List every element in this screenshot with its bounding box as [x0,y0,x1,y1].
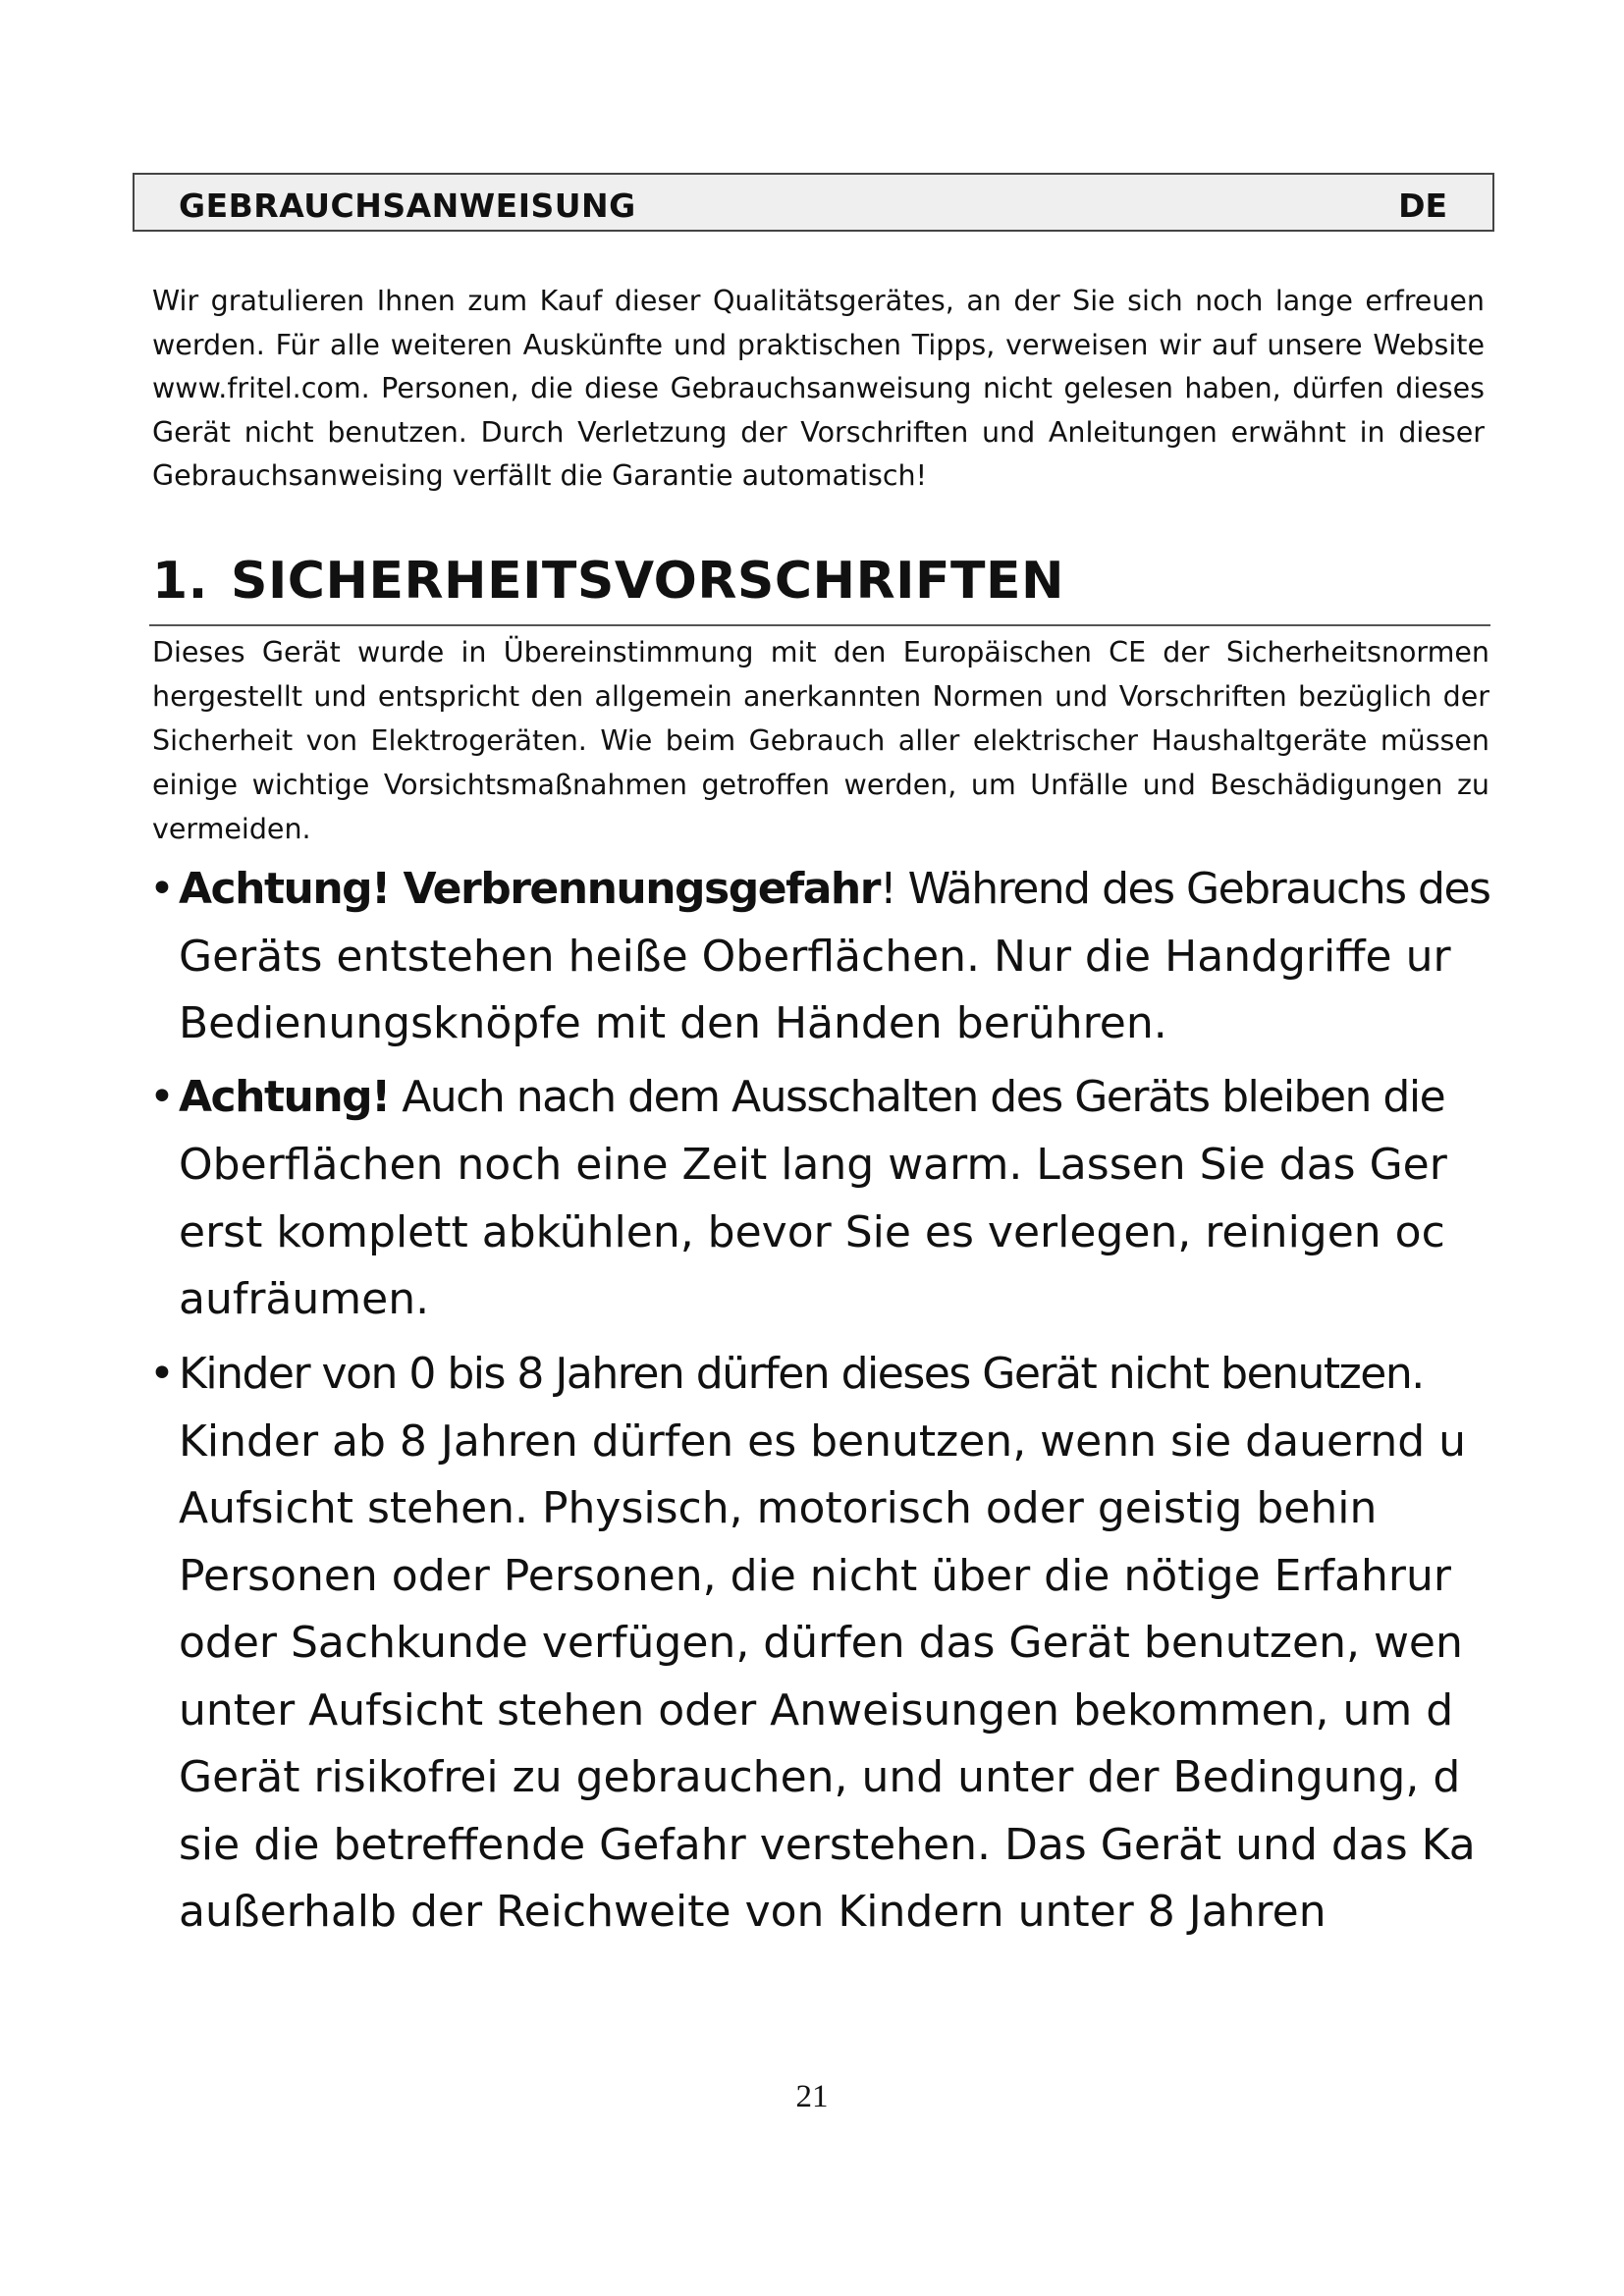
bullet-1-lead [149,860,1543,919]
bullet-3-line-3: Personen oder Personen, die nicht über die nötige Erfahrur [179,1551,1451,1601]
bullet-1-warning: Achtung! Verbrennungsgefahr [179,864,880,914]
section-intro-paragraph: Dieses Gerät wurde in Übereinstimmung mit den Europäischen CE der Sicherheitsnormen hergestellt und entspricht den allgemein anerkannten Normen und Vorschriften bezüglich der Sicherheit von Elektrogeräten. Wie beim Gebrauch aller elektrischer Haushaltgeräte müssen einige wichtige Vorsichtsmaßnahmen getroffen werden, um Unfälle und Beschädigungen zu vermeiden. [152,636,1489,845]
bullet-1-lead-text: ! Während des Gebrauchs des [879,864,1490,914]
document-header [133,173,1494,232]
bullet-3-line-1: Kinder ab 8 Jahren dürfen es benutzen, wenn sie dauernd u [179,1416,1467,1467]
bullet-1-line-1: Geräts entstehen heiße Oberflächen. Nur die Handgriffe ur [179,932,1451,982]
section-title: SICHERHEITSVORSCHRIFTEN [231,552,1064,611]
bullet-2-line-3: aufräumen. [179,1274,430,1324]
section-number: 1. [152,552,208,611]
bullet-3-line-7: sie die betreffende Gefahr verstehen. Das Gerät und das Ka [179,1820,1476,1870]
bullet-3-line-2: Aufsicht stehen. Physisch, motorisch oder geistig behin [179,1483,1378,1533]
section-divider [149,624,1490,626]
bullet-2-lead-text: Auch nach dem Ausschalten des Geräts bleiben die [389,1072,1445,1122]
bullet-3-lead-text: Kinder von 0 bis 8 Jahren dürfen dieses Gerät nicht benutzen. [179,1349,1424,1399]
bullet-marker: • [149,1349,175,1399]
bullet-3-line-5: unter Aufsicht stehen oder Anweisungen bekommen, um d [179,1685,1454,1735]
bullet-marker: • [149,864,175,914]
document-title: GEBRAUCHSANWEISUNG [179,187,636,225]
section-heading [152,552,1064,611]
bullet-2-lead [149,1068,1543,1127]
bullet-2-line-1: Oberflächen noch eine Zeit lang warm. Lassen Sie das Ger [179,1140,1447,1190]
bullet-2-warning: Achtung! [179,1072,390,1122]
bullet-marker: • [149,1072,175,1122]
intro-paragraph: Wir gratulieren Ihnen zum Kauf dieser Qualitätsgerätes, an der Sie sich noch lange erfreuen werden. Für alle weiteren Auskünfte und praktischen Tipps, verweisen wir auf unsere Website www.fritel.com. Personen, die diese Gebrauchsanweisung nicht gelesen haben, dürfen dieses Gerät nicht benutzen. Durch Verletzung der Vorschriften und Anleitungen erwähnt in dieser Gebrauchsanweising verfällt die Garantie automatisch! [152,285,1485,492]
bullet-3-line-4: oder Sachkunde verfügen, dürfen das Gerät benutzen, wen [179,1618,1463,1668]
bullet-3-line-6: Gerät risikofrei zu gebrauchen, und unter der Bedingung, d [179,1752,1461,1802]
page-number: 21 [795,2079,829,2114]
bullet-3-lead [149,1345,1543,1404]
bullet-3-line-8: außerhalb der Reichweite von Kindern unter 8 Jahren [179,1887,1326,1937]
bullet-1-line-2: Bedienungsknöpfe mit den Händen berühren. [179,998,1167,1048]
language-code: DE [1398,187,1447,225]
bullet-2-line-2: erst komplett abkühlen, bevor Sie es verlegen, reinigen oc [179,1207,1445,1257]
